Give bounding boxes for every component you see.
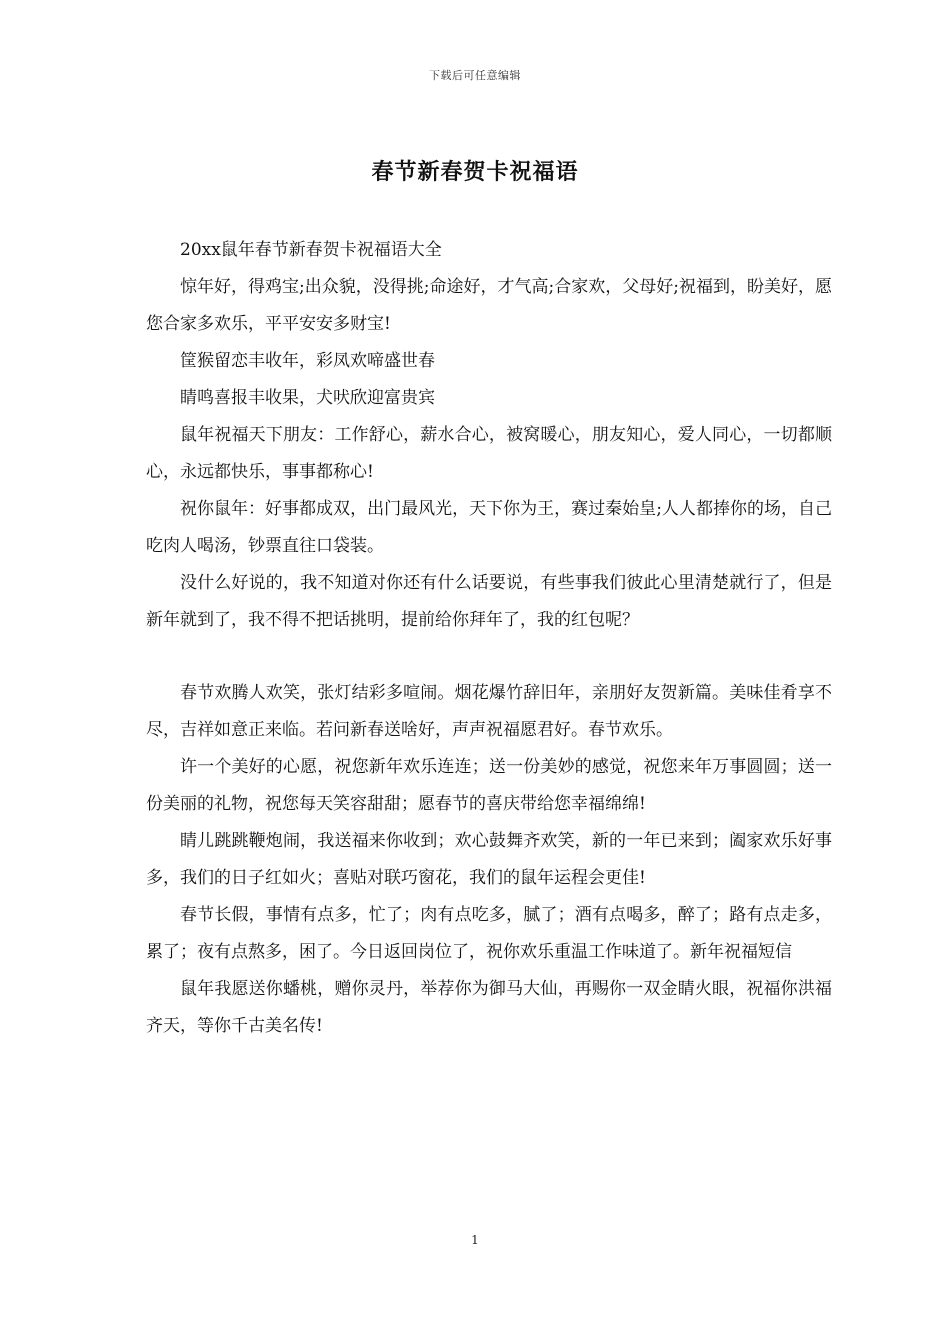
paragraph-heading: 20xx鼠年春节新春贺卡祝福语大全	[180, 240, 442, 260]
page-number: 1	[471, 1233, 479, 1247]
paragraph: 祝你鼠年：好事都成双，出门最风光，天下你为王，赛过秦始皇;人人都捧你的场，自己吃肉人喝汤，钞票直往口袋装。	[146, 499, 832, 556]
paragraph: 筐猴留恋丰收年，彩凤欢啼盛世春	[180, 351, 435, 371]
paragraph: 鼠年我愿送你蟠桃，赠你灵丹，举荐你为御马大仙，再赐你一双金睛火眼，祝福你洪福齐天，等你千古美名传!	[146, 979, 832, 1036]
paragraph: 鼠年祝福天下朋友：工作舒心，薪水合心，被窝暖心，朋友知心，爱人同心，一切都顺心，永远都快乐，事事都称心!	[146, 425, 832, 482]
header-note: 下载后可任意编辑	[429, 69, 521, 82]
paragraph: 许一个美好的心愿，祝您新年欢乐连连；送一份美妙的感觉，祝您来年万事圆圆；送一份美丽的礼物，祝您每天笑容甜甜；愿春节的喜庆带给您幸福绵绵!	[146, 757, 832, 814]
paragraph: 没什么好说的，我不知道对你还有什么话要说，有些事我们彼此心里清楚就行了，但是新年就到了，我不得不把话挑明，提前给你拜年了，我的红包呢？	[146, 573, 832, 630]
paragraph: 睛儿跳跳鞭炮闹，我送福来你收到；欢心鼓舞齐欢笑，新的一年已来到；阖家欢乐好事多，我们的日子红如火；喜贴对联巧窗花，我们的鼠年运程会更佳!	[146, 831, 832, 888]
paragraph: 睛鸣喜报丰收果，犬吠欣迎富贵宾	[180, 388, 435, 408]
paragraph: 春节欢腾人欢笑，张灯结彩多喧闹。烟花爆竹辞旧年，亲朋好友贺新篇。美味佳肴享不尽，吉祥如意正来临。若问新春送啥好，声声祝福愿君好。春节欢乐。	[146, 683, 832, 740]
document-title: 春节新春贺卡祝福语	[371, 159, 579, 185]
paragraph: 惊年好，得鸡宝;出众貌，没得挑;命途好，才气高;合家欢，父母好;祝福到，盼美好，愿您合家多欢乐，平平安安多财宝!	[146, 277, 832, 334]
document-body	[146, 232, 832, 1045]
paragraph: 春节长假，事情有点多，忙了；肉有点吃多，腻了；酒有点喝多，醉了；路有点走多，累了；夜有点熬多，困了。今日返回岗位了，祝你欢乐重温工作味道了。新年祝福短信	[146, 905, 832, 962]
